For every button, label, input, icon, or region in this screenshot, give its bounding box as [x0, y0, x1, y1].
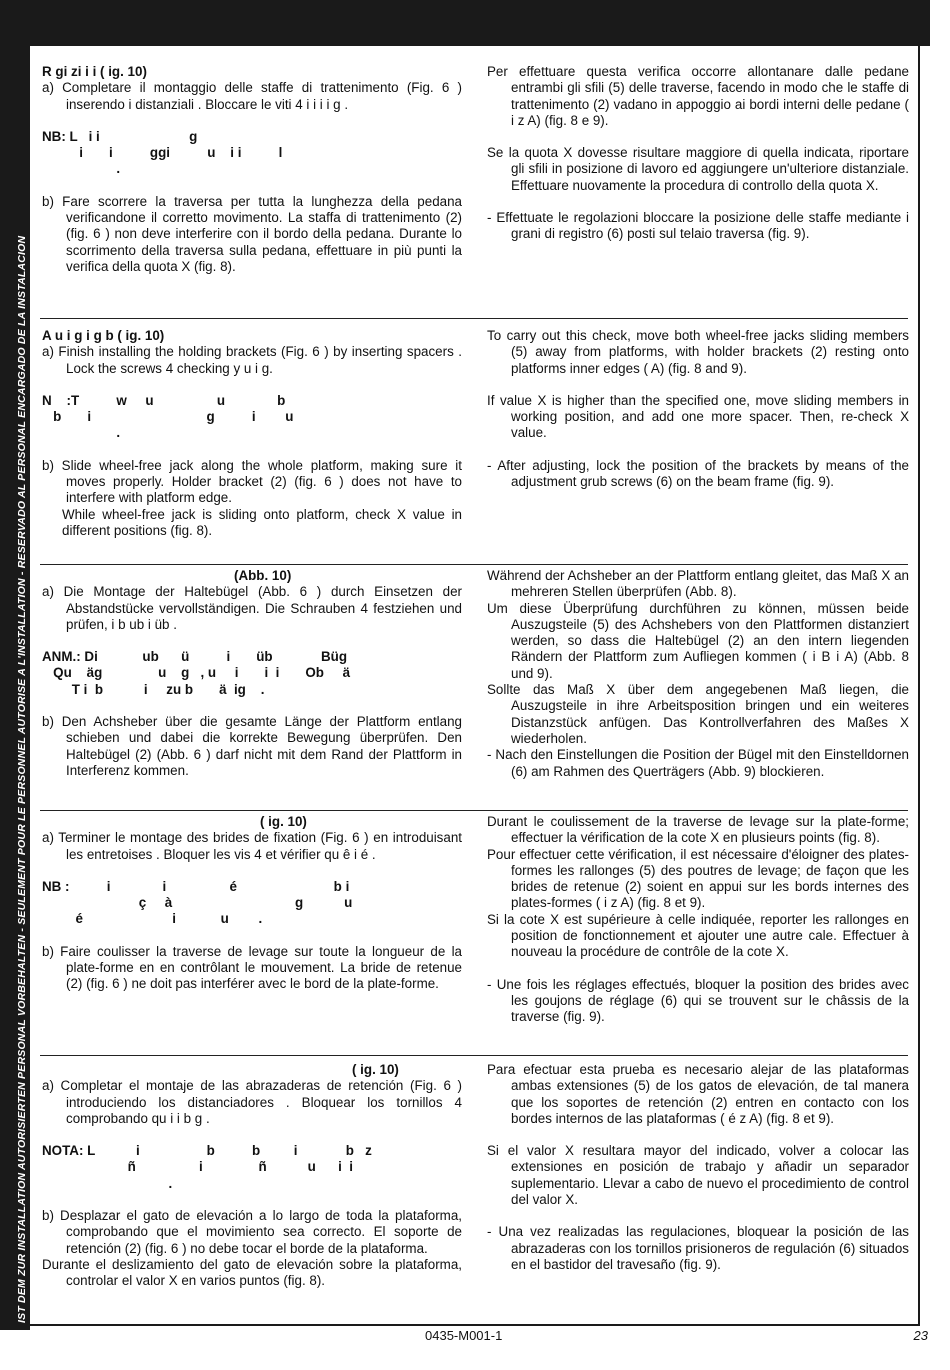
section-fr-right — [487, 814, 909, 1042]
section-de-right — [487, 568, 909, 796]
section-en-check-text: To carry out this check, move both wheel-free jacks sliding members (5) away from platforms, with holder brackets (2) resting onto platforms inner edges ( A) (fig. 8 and 9). — [487, 328, 909, 376]
section-de-lock-text: - Nach den Einstellungen die Position der Bügel mit den Einstelldornen (6) am Rahmen des Querträgers (Abb. 9) blockieren. — [487, 747, 909, 779]
section-it-heading: R gi zi i i ( ig. 10) — [42, 64, 147, 79]
section-en-note: N :T w u u b b i g i u . — [42, 392, 294, 441]
section-es-heading: ( ig. 10) — [352, 1062, 399, 1077]
section-de-check-text: Während der Achsheber an der Plattform entlang gleitet, das Maß X an mehreren Stellen überprüfen (Abb. 8). — [487, 568, 909, 600]
section-fr-lock-text: - Une fois les réglages effectués, bloquer la position des brides avec les goujons de réglage (6) qui se trouvent sur le châssis de la traverse (fig. 9). — [487, 976, 909, 1025]
section-divider — [40, 1055, 908, 1056]
document-number: 0435-M001-1 — [425, 1328, 503, 1343]
sidebar-band — [0, 0, 30, 1330]
page-footer — [0, 1328, 950, 1348]
section-de-heading: (Abb. 10) — [234, 568, 292, 583]
section-es-step-b-cont: Durante el deslizamiento del gato de elevación sobre la plataforma, controlar el valor X en varios puntos (fig. 8). — [42, 1256, 462, 1289]
section-divider — [40, 564, 908, 565]
section-it-step-a: a) Completare il montaggio delle staffe di trattenimento (Fig. 6 ) inserendo i distanziali . Bloccare le viti 4 i i i i g . — [42, 80, 462, 112]
header-bar — [0, 0, 930, 46]
bottom-frame-line — [30, 1324, 920, 1326]
section-es-check-text: Para efectuar esta prueba es necesario alejar de las plataformas ambas extensiones (5) de los gatos de elevación, de tal manera que los soportes de retención (2) entren en contacto con los bordes internos de las plataformas ( é z A) (fig. 8 et 9). — [487, 1062, 909, 1126]
section-fr-procedure-text: Pour effectuer cette vérification, il est nécessaire d'éloigner des plates-formes les rallonges (5) des poutres de levage; de façon que les brides de retenue (2) soient en appui sur les bords internes des plates-formes ( i z A) (fig. 8 et 9). — [487, 846, 909, 911]
section-en-step-a: a) Finish installing the holding brackets (Fig. 6 ) by inserting spacers . Lock the screws 4 checking y u i g. — [42, 344, 462, 376]
section-es-left — [42, 1062, 462, 1306]
section-fr-heading: ( ig. 10) — [260, 814, 307, 829]
section-en-value-text: If value X is higher than the specified one, move sliding members in working position, and add one more spacer. Then, re-check X value. — [487, 392, 909, 441]
section-en-right — [487, 328, 909, 506]
section-it-value-text: Se la quota X dovesse risultare maggiore di quella indicata, riportare gli sfili in posizione di lavoro ed aggiungere un'ulteriore distanziale. Effettuare nuovamente la procedura di controllo della quota X. — [487, 145, 909, 193]
section-de-value-text: Sollte das Maß X über dem angegebenen Maß liegen, die Auszugsteile in ihre Arbeitsposition bringen und ein weiteres Distanzstück anfügen. Das Kontrollverfahren des Maßes X wiederholen. — [487, 682, 909, 746]
section-es-value-text: Si el valor X resultara mayor del indicado, volver a colocar las extensiones en posición de trabajo y añadir un separador suplementario. Llevar a cabo de nuevo el procedimiento de control del valor X. — [487, 1143, 909, 1208]
section-en-step-b: b) Slide wheel-free jack along the whole platform, making sure it moves properly. Holder bracket (2) (fig. 6 ) does not have to interfere with platform edge. — [42, 457, 462, 506]
section-it-right — [487, 64, 909, 259]
section-fr-note: NB : i i é b i ç à g u é i u . — [42, 878, 353, 927]
section-divider — [40, 318, 908, 319]
section-en-left — [42, 328, 462, 555]
sidebar-notice: IST DEM ZUR INSTALLATION AUTORISIERTEN PERSONAL VORBEHALTEN - SEULEMENT POUR LE PERSONNEL AUTORISE A L'INSTALLATION - RESERVADO AL PERSONAL ENCARGADO DE LA INSTALACION — [16, 235, 28, 1323]
section-divider — [40, 810, 908, 811]
section-it-left — [42, 64, 462, 291]
section-en-heading: A u i g i g b ( ig. 10) — [42, 328, 165, 343]
section-fr-step-a: a) Terminer le montage des brides de fixation (Fig. 6 ) en introduisant les entretoises . Bloquer les vis 4 et vérifier qu ê i é . — [42, 830, 462, 862]
section-es-lock-text: - Una vez realizadas las regulaciones, bloquear la posición de las abrazaderas con los tornillos prisioneros de regulación (6) situados en el bastidor del travesaño (fig. 9). — [487, 1224, 909, 1272]
section-it-lock-text: - Effettuate le regolazioni bloccare la posizione delle staffe mediante i grani di registro (6) posti sul telaio traversa (fig. 9). — [487, 210, 909, 242]
section-de-note: ANM.: Di ub ü i üb Büg Qu äg u g , u i i i Ob ä T i b i zu b ä ig . — [42, 649, 351, 697]
section-es-note: NOTA: L i b b i b z ñ i ñ u i i . — [42, 1143, 372, 1191]
section-it-check-text: Per effettuare questa verifica occorre allontanare dalle pedane entrambi gli sfili (5) delle traverse, facendo in modo che le staffe di trattenimento (2) vadano in appoggio ai bordi interni delle pedane ( i z A) (fig. 8 e 9). — [487, 64, 909, 128]
section-en-lock-text: - After adjusting, lock the position of the brackets by means of the adjustment grub screws (6) on the beam frame (fig. 9). — [487, 457, 909, 490]
section-en-step-b-cont: While wheel-free jack is sliding onto platform, check X value in different positions (fig. 8). — [62, 506, 462, 538]
section-it-step-b: b) Fare scorrere la traversa per tutta la lunghezza della pedana verificandone il corretto movimento. La staffa di trattenimento (2) (fig. 6 ) non deve interferire con il bordo della pedana. Durante lo scorrimento della traversa sulla pedana, effettuare in più punti la verifica della quota X (fig. 8). — [42, 193, 462, 274]
section-fr-step-b: b) Faire coulisser la traverse de levage sur toute la longueur de la plate-forme en en contrôlant le mouvement. La bride de retenue (2) (fig. 6 ) ne doit pas interférer avec le bord de la plate-forme. — [42, 943, 462, 992]
page-number: 23 — [913, 1328, 928, 1343]
section-de-step-b: b) Den Achsheber über die gesamte Länge der Plattform entlang schieben und dabei die korrekte Bewegung überprüfen. Den Haltebügel (2) (Abb. 6 ) darf nicht mit dem Rand der Plattform in Interferenz kommen. — [42, 714, 462, 778]
section-es-step-b: b) Desplazar el gato de elevación a lo largo de toda la plataforma, comprobando que el movimiento sea correcto. El soporte de retención (2) (fig. 6 ) no debe tocar el borde de la plataforma. — [42, 1208, 462, 1256]
section-fr-value-text: Si la cote X est supérieure à celle indiquée, reporter les rallonges en position de fonctionnement et ajouter une autre cale. Effectuer à nouveau la procédure de contrôle de la cote X. — [487, 911, 909, 960]
section-es-right — [487, 1062, 909, 1289]
section-es-step-a: a) Completar el montaje de las abrazaderas de retención (Fig. 6 ) introduciendo los distanciadores . Bloquear los tornillos 4 comprobando qu i i b g . — [42, 1078, 462, 1126]
section-de-procedure-text: Um diese Überprüfung durchführen zu können, müssen beide Auszugsteile (5) des Achshebers von den Plattformen distanziert werden, so dass die Haltebügel (2) an den intern liegenden Rändern der Plattform zum Aufliegen kommen ( i B i A) (Abb. 8 und 9). — [487, 600, 909, 681]
section-fr-left — [42, 814, 462, 1009]
section-de-step-a: a) Die Montage der Haltebügel (Abb. 6 ) durch Einsetzen der Abstandstücke vervollständigen. Die Schrauben 4 festziehen und prüfen, i b ub i üb . — [42, 584, 462, 632]
section-de-left — [42, 568, 462, 795]
right-frame-line — [918, 46, 920, 1324]
section-it-note: NB: L i i g i i ggi u i i l . — [42, 128, 283, 177]
section-fr-check-text: Durant le coulissement de la traverse de levage sur la plate-forme; effectuer la vérification de la cote X en plusieurs points (fig. 8). — [487, 814, 909, 846]
